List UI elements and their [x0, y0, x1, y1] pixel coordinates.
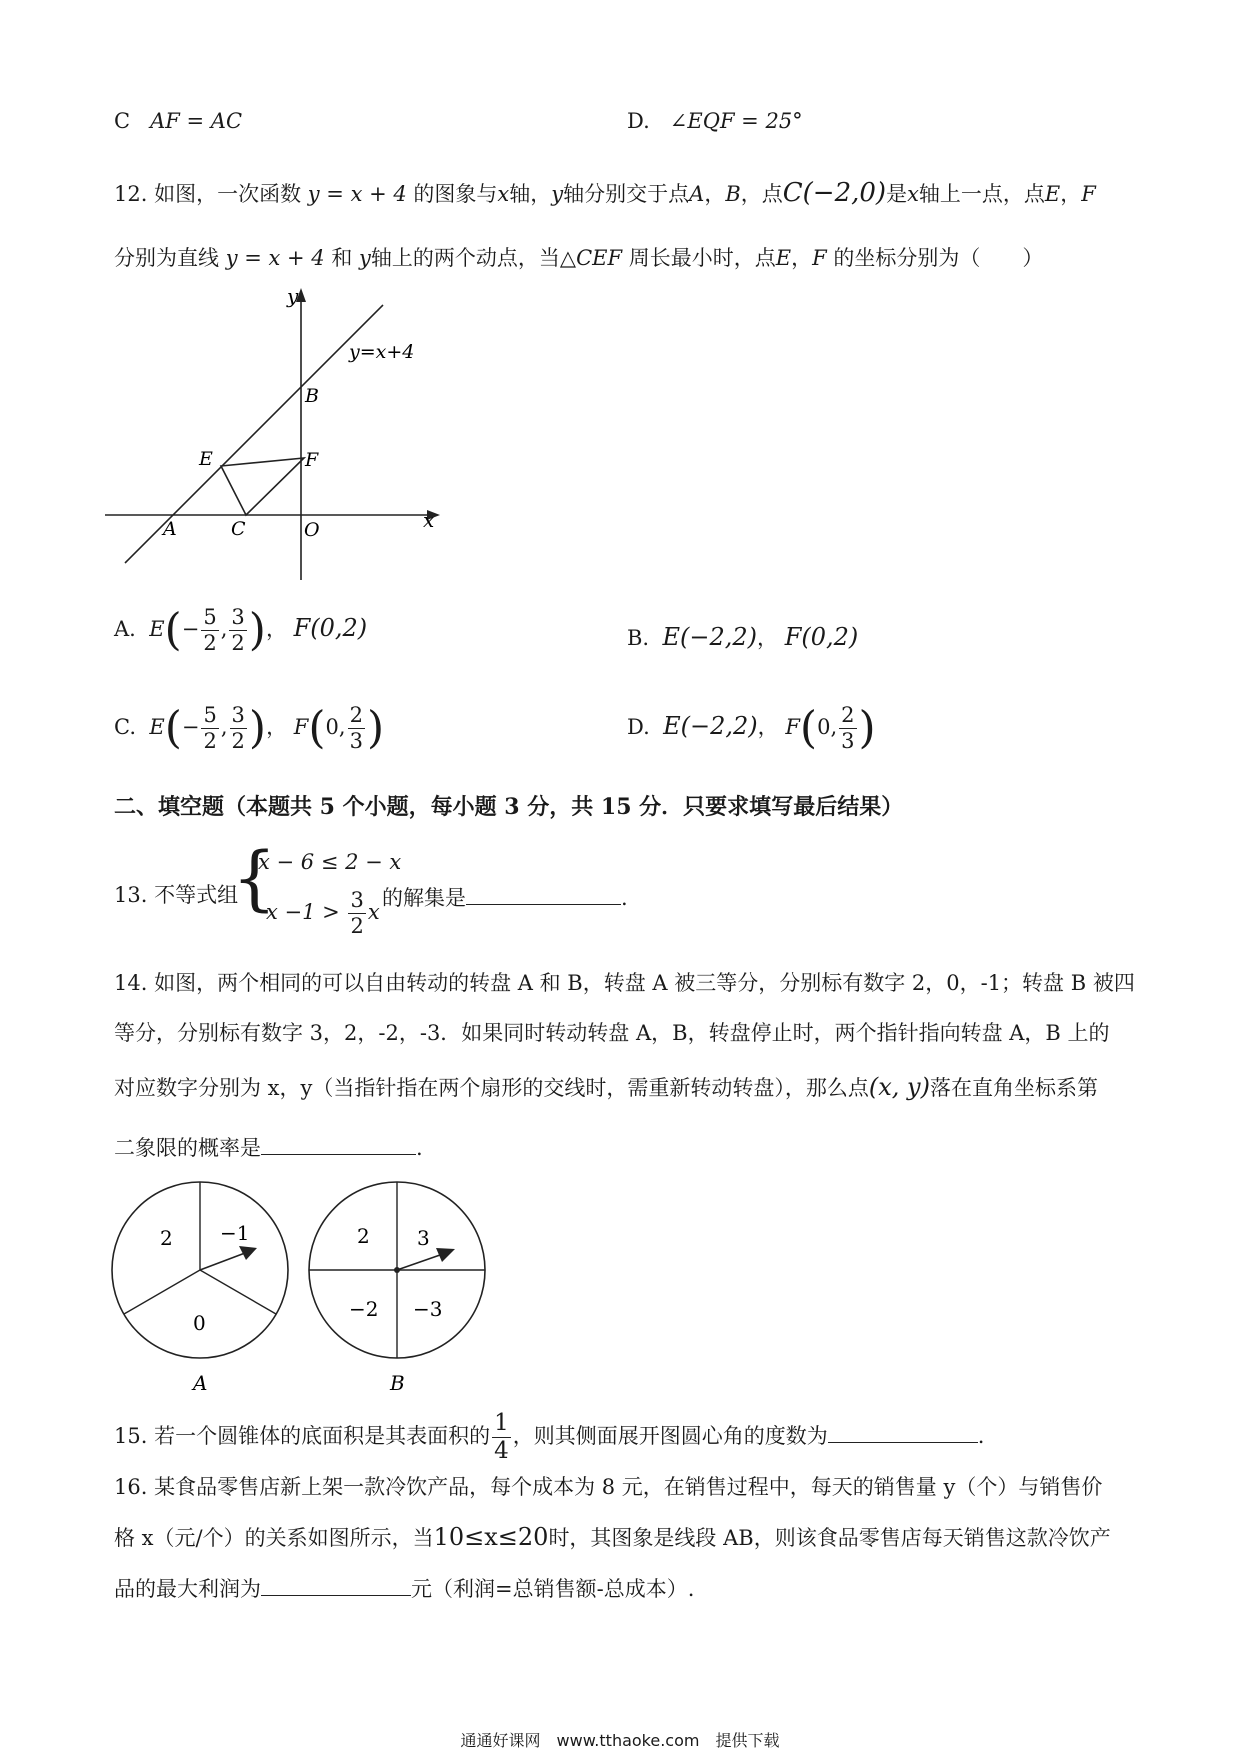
denominator: 2	[231, 729, 245, 753]
text: 轴上一点，点	[918, 182, 1045, 206]
denominator: 3	[349, 729, 363, 753]
math: F(0,2)	[784, 623, 859, 651]
math: x	[497, 182, 510, 206]
math: 0,	[325, 715, 346, 739]
fraction	[492, 1412, 511, 1463]
q13-suffix	[382, 880, 628, 913]
math: E	[775, 246, 792, 270]
math: (x, y)	[868, 1073, 930, 1101]
math: E(−2,2)	[662, 623, 757, 651]
page-footer: 通通好课网 www.tthaoke.com 提供下载	[460, 1731, 780, 1750]
numerator: 3	[350, 888, 364, 912]
numerator: 5	[203, 605, 217, 629]
q12-option-b	[627, 622, 858, 653]
math: E(−2,2)	[663, 712, 758, 740]
paren: (	[164, 702, 182, 754]
math: −	[181, 715, 200, 739]
option-label: C	[114, 109, 131, 133]
option-text: AF = AC	[150, 109, 243, 133]
denominator: 2	[231, 631, 245, 655]
wheel-b-num-2: 3	[417, 1226, 430, 1250]
wheel-a-label: A	[193, 1371, 208, 1395]
math: 0,	[817, 715, 838, 739]
brace: {	[232, 837, 277, 919]
divider	[124, 1270, 200, 1314]
text: 分别为直线	[114, 246, 219, 270]
wheel-b-num-3: −2	[349, 1297, 379, 1321]
pointer-arrow	[239, 1246, 257, 1260]
math: F	[785, 715, 800, 739]
math: y = x + 4	[225, 246, 325, 270]
q12-option-c: C. E(− $\frac{5}{2}$ , $\frac{3}{2}$ )， F(0, $\frac{2}{3}$ )	[114, 702, 385, 754]
label-e: E	[199, 448, 213, 470]
label-b: B	[305, 385, 319, 407]
math: C(−2,0)	[782, 178, 887, 208]
math: F(0,2)	[293, 614, 368, 642]
numerator: 3	[231, 703, 245, 727]
fraction	[348, 705, 365, 752]
math: F	[293, 715, 309, 739]
q14-line-2: 等分，分别标有数字 3，2，-2，-3．如果同时转动转盘 A，B，转盘停止时，两个指针指向转盘 A，B 上的	[114, 1021, 1110, 1045]
text: 轴分别交于点	[563, 182, 690, 206]
fraction	[229, 607, 246, 654]
option-label: D.	[627, 109, 650, 133]
paren: )	[858, 702, 876, 754]
q14-line-4	[114, 1130, 423, 1163]
math: y	[551, 182, 564, 206]
text: 二象限的概率是	[114, 1136, 261, 1160]
text: 格 x（元/个）的关系如图所示，当	[114, 1526, 434, 1550]
denominator: 4	[494, 1438, 509, 1464]
text: 周长最小时，点	[628, 246, 776, 270]
numerator: 3	[231, 605, 245, 629]
fraction	[839, 705, 856, 752]
paren: (	[308, 702, 326, 754]
denominator: 2	[203, 631, 217, 655]
text: ，	[265, 617, 287, 641]
q11-option-c	[114, 106, 242, 136]
text: ，	[1060, 182, 1082, 206]
q11-option-d	[627, 106, 803, 136]
text: 落在直角坐标系第	[929, 1076, 1098, 1100]
text: 元（利润=总销售额-总成本）.	[411, 1577, 695, 1601]
option-label: D.	[627, 715, 650, 739]
math: x −1 >	[266, 900, 340, 924]
text: 时，其图象是线段 AB，则该食品零售店每天销售这款冷饮产	[548, 1526, 1111, 1550]
math: x	[367, 900, 380, 924]
answer-blank[interactable]	[828, 1418, 978, 1443]
q12-line-1	[114, 178, 1096, 209]
pointer	[200, 1253, 245, 1270]
q12-option-a: A. E(− $\frac{5}{2}$ , $\frac{3}{2}$ )， F(0,2)	[114, 604, 368, 656]
wheel-a-num-3: 0	[193, 1311, 206, 1335]
math: B	[725, 182, 741, 206]
numerator: 2	[349, 703, 363, 727]
q13-ineq-2	[266, 890, 380, 937]
q12-line-2	[114, 243, 1043, 273]
q16-line-2	[114, 1522, 1111, 1553]
text: ，	[704, 182, 726, 206]
text: 的图象与	[413, 182, 498, 206]
label-y: y	[287, 285, 299, 308]
text: ，	[791, 246, 813, 270]
text: 的解集是	[382, 886, 466, 910]
numerator: 5	[203, 703, 217, 727]
text: .	[977, 1424, 985, 1448]
label-o: O	[304, 519, 320, 541]
text: ，	[757, 715, 779, 739]
math: y	[359, 246, 371, 270]
q16-line-1: 16. 某食品零售店新上架一款冷饮产品，每个成本为 8 元，在销售过程中，每天的销售量 y（个）与销售价	[114, 1475, 1103, 1499]
denominator: 2	[350, 914, 364, 938]
math: y = x + 4	[307, 182, 407, 206]
option-text: ∠EQF = 25°	[669, 109, 803, 133]
text: ，	[266, 715, 288, 739]
fraction	[201, 607, 218, 654]
text: .	[416, 1136, 423, 1160]
numerator: 1	[494, 1410, 509, 1436]
math: A	[689, 182, 705, 206]
math: E	[149, 715, 165, 739]
paren: )	[248, 604, 266, 656]
q14-wheels	[105, 1160, 505, 1400]
text: ，	[757, 626, 778, 650]
math: E	[149, 617, 165, 641]
denominator: 2	[203, 729, 217, 753]
pointer	[397, 1255, 440, 1270]
divider	[200, 1270, 276, 1314]
section-title: 二、填空题（本题共 5 个小题，每小题 3 分，共 15 分．只要求填写最后结果）	[114, 794, 904, 820]
wheel-b-num-1: 2	[357, 1224, 370, 1248]
wheel-a-num-1: 2	[160, 1226, 173, 1250]
answer-blank[interactable]	[261, 1571, 411, 1596]
math: CEF	[576, 246, 623, 270]
text: 对应数字分别为 x，y（当指针指在两个扇形的交线时，需重新转动转盘），那么点	[114, 1076, 869, 1100]
fraction	[201, 705, 218, 752]
label-x: x	[423, 508, 435, 532]
label-line: y=x+4	[349, 341, 415, 363]
fraction	[230, 705, 247, 752]
math: x	[907, 182, 919, 206]
text: 轴上的两个动点，当△	[370, 246, 577, 270]
q16-line-3	[114, 1571, 694, 1604]
math: −	[181, 617, 200, 641]
wheel-b	[309, 1182, 485, 1395]
text: 品的最大利润为	[114, 1577, 261, 1601]
option-label: C.	[114, 715, 136, 739]
math: F	[1081, 182, 1096, 206]
q15-line	[114, 1412, 984, 1463]
wheel-b-num-4: −3	[413, 1297, 443, 1321]
text: 12. 如图，一次函数	[114, 182, 302, 206]
text: 的坐标分别为（ ）	[833, 246, 1044, 270]
text: 和	[331, 246, 353, 270]
option-label: B.	[627, 626, 650, 650]
label-a: A	[163, 518, 177, 540]
wheel-a-num-2: −1	[220, 1221, 250, 1245]
q14-line-1: 14. 如图，两个相同的可以自由转动的转盘 A 和 B，转盘 A 被三等分，分别标有数字 2，0，-1；转盘 B 被四	[114, 971, 1135, 995]
text: 是	[886, 182, 908, 206]
q12-option-d	[627, 702, 876, 754]
wheel-b-label: B	[390, 1371, 405, 1395]
paren: (	[164, 604, 182, 656]
label-c: C	[231, 518, 246, 540]
q13-prefix: 13. 不等式组	[114, 883, 239, 907]
math: 10≤x≤20	[433, 1523, 549, 1551]
numerator: 2	[841, 703, 855, 727]
paren: )	[366, 702, 385, 754]
q14-line-3	[114, 1072, 1098, 1103]
math: E	[1044, 182, 1061, 206]
wheel-a	[112, 1182, 288, 1395]
fraction	[348, 890, 365, 937]
denominator: 3	[841, 729, 855, 753]
label-f: F	[305, 449, 319, 471]
text: ，则其侧面展开图圆心角的度数为	[512, 1424, 828, 1448]
text: .	[621, 886, 628, 910]
answer-blank[interactable]	[466, 880, 621, 905]
text: 15. 若一个圆锥体的底面积是其表面积的	[114, 1424, 491, 1448]
answer-blank[interactable]	[261, 1130, 416, 1155]
text: 轴，	[509, 182, 552, 206]
text: ，点	[740, 182, 783, 206]
option-label: A.	[114, 617, 136, 641]
q12-figure	[105, 285, 445, 585]
triangle-cef	[221, 458, 304, 515]
paren: )	[248, 702, 267, 754]
math: F	[812, 246, 827, 270]
paren: (	[799, 702, 818, 754]
q13-ineq-1: x − 6 ≤ 2 − x	[258, 850, 402, 874]
